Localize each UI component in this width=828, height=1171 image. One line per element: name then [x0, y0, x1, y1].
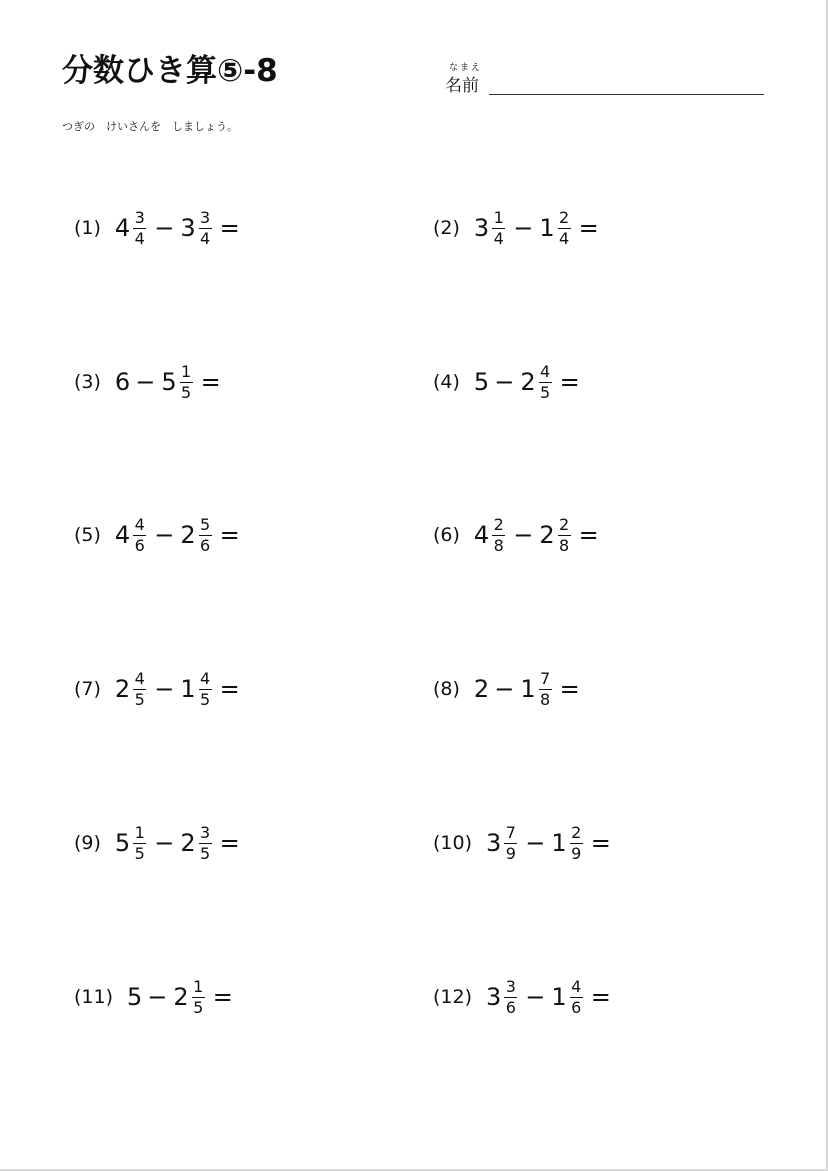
problem-expression — [473, 668, 580, 709]
problem-item — [74, 513, 240, 557]
numerator: 1 — [134, 822, 145, 842]
minus-operator: − — [154, 675, 175, 703]
denominator: 4 — [559, 228, 570, 248]
minus-operator: − — [525, 983, 546, 1011]
whole-number: 2 — [180, 829, 196, 857]
problem-expression — [473, 207, 599, 248]
denominator: 5 — [540, 382, 551, 402]
equals-sign: = — [219, 675, 240, 703]
fraction — [199, 668, 212, 709]
minus-operator: − — [494, 368, 515, 396]
numerator: 1 — [181, 361, 192, 381]
fraction — [558, 514, 571, 555]
fraction — [504, 976, 517, 1017]
problem-item — [74, 667, 240, 711]
problem-expression — [114, 514, 240, 555]
whole-number: 5 — [473, 368, 490, 396]
problem-number: (6) — [433, 524, 460, 546]
numerator: 1 — [493, 207, 504, 227]
fraction — [539, 668, 552, 709]
problem-expression — [114, 207, 240, 248]
equals-sign: = — [219, 214, 240, 242]
denominator: 4 — [493, 228, 504, 248]
problem-item — [433, 513, 599, 557]
equals-sign: = — [578, 521, 599, 549]
fraction — [199, 822, 212, 863]
numerator: 4 — [134, 514, 145, 534]
fraction — [539, 361, 552, 402]
problem-item — [74, 360, 221, 404]
name-label: 名前 — [445, 76, 479, 96]
equals-sign: = — [200, 368, 221, 396]
problem-expression — [114, 361, 221, 402]
numerator: 2 — [559, 514, 570, 534]
problem-number: (12) — [433, 986, 473, 1008]
problem-number: (9) — [74, 832, 101, 854]
instruction-text: つぎの けいさんを しましょう。 — [62, 120, 238, 133]
whole-number: 4 — [114, 521, 131, 549]
minus-operator: − — [513, 214, 534, 242]
fraction — [570, 822, 583, 863]
whole-number: 5 — [127, 983, 143, 1011]
whole-number: 2 — [180, 521, 196, 549]
fraction — [133, 822, 146, 863]
fraction — [192, 976, 205, 1017]
equals-sign: = — [219, 829, 240, 857]
whole-number: 1 — [539, 214, 555, 242]
name-field-block — [445, 60, 765, 100]
problem-item — [433, 975, 611, 1019]
denominator: 6 — [505, 997, 516, 1017]
problem-number: (1) — [74, 217, 101, 239]
equals-sign: = — [212, 983, 233, 1011]
numerator: 1 — [193, 976, 204, 996]
denominator: 5 — [200, 843, 211, 863]
fraction — [492, 207, 505, 248]
problem-item — [74, 975, 233, 1019]
whole-number: 1 — [551, 829, 567, 857]
numerator: 2 — [571, 822, 582, 842]
numerator: 4 — [571, 976, 582, 996]
whole-number: 4 — [114, 214, 131, 242]
fraction — [558, 207, 571, 248]
denominator: 9 — [505, 843, 516, 863]
equals-sign: = — [219, 521, 240, 549]
name-write-line[interactable] — [489, 94, 764, 95]
problem-expression — [486, 822, 611, 863]
problem-number: (10) — [433, 832, 473, 854]
problem-number: (5) — [74, 524, 101, 546]
numerator: 3 — [200, 207, 211, 227]
minus-operator: − — [147, 983, 168, 1011]
numerator: 4 — [200, 668, 211, 688]
problem-item — [74, 821, 240, 865]
minus-operator: − — [494, 675, 515, 703]
whole-number: 4 — [473, 521, 490, 549]
denominator: 9 — [571, 843, 582, 863]
problem-item — [433, 667, 580, 711]
problem-expression — [473, 361, 580, 402]
problem-expression — [114, 822, 240, 863]
problem-expression — [127, 976, 233, 1017]
problem-expression — [473, 514, 599, 555]
worksheet-title: 分数ひき算⑤-8 — [62, 53, 278, 89]
numerator: 7 — [505, 822, 516, 842]
fraction — [180, 361, 193, 402]
fraction — [504, 822, 517, 863]
whole-number: 1 — [520, 675, 536, 703]
problem-number: (2) — [433, 217, 460, 239]
fraction — [492, 514, 505, 555]
problem-expression — [486, 976, 611, 1017]
name-ruby: なまえ — [449, 63, 483, 73]
whole-number: 2 — [114, 675, 131, 703]
whole-number: 5 — [161, 368, 177, 396]
fraction — [199, 207, 212, 248]
denominator: 6 — [571, 997, 582, 1017]
problem-number: (7) — [74, 678, 101, 700]
whole-number: 2 — [520, 368, 536, 396]
whole-number: 1 — [180, 675, 196, 703]
whole-number: 2 — [173, 983, 189, 1011]
problem-number: (3) — [74, 371, 101, 393]
numerator: 2 — [559, 207, 570, 227]
denominator: 5 — [134, 689, 145, 709]
denominator: 5 — [181, 382, 192, 402]
problem-item — [433, 360, 580, 404]
denominator: 4 — [134, 228, 145, 248]
numerator: 3 — [200, 822, 211, 842]
problem-number: (8) — [433, 678, 460, 700]
problem-item — [433, 206, 599, 250]
whole-number: 3 — [473, 214, 490, 242]
fraction — [570, 976, 583, 1017]
numerator: 4 — [540, 361, 551, 381]
problem-number: (11) — [74, 986, 114, 1008]
fraction — [133, 514, 146, 555]
equals-sign: = — [578, 214, 599, 242]
fraction — [133, 668, 146, 709]
problem-item — [74, 206, 240, 250]
fraction — [133, 207, 146, 248]
minus-operator: − — [154, 214, 175, 242]
denominator: 5 — [134, 843, 145, 863]
equals-sign: = — [559, 368, 580, 396]
numerator: 3 — [134, 207, 145, 227]
whole-number: 1 — [551, 983, 567, 1011]
problem-item — [433, 821, 611, 865]
equals-sign: = — [559, 675, 580, 703]
denominator: 6 — [200, 535, 211, 555]
minus-operator: − — [154, 829, 175, 857]
problem-expression — [114, 668, 240, 709]
minus-operator: − — [525, 829, 546, 857]
minus-operator: − — [154, 521, 175, 549]
denominator: 4 — [200, 228, 211, 248]
problem-number: (4) — [433, 371, 460, 393]
minus-operator: − — [135, 368, 156, 396]
denominator: 8 — [493, 535, 504, 555]
denominator: 6 — [134, 535, 145, 555]
fraction — [199, 514, 212, 555]
denominator: 8 — [540, 689, 551, 709]
equals-sign: = — [590, 829, 611, 857]
numerator: 2 — [493, 514, 504, 534]
numerator: 7 — [540, 668, 551, 688]
whole-number: 2 — [473, 675, 490, 703]
numerator: 4 — [134, 668, 145, 688]
whole-number: 3 — [180, 214, 196, 242]
whole-number: 3 — [486, 983, 502, 1011]
numerator: 3 — [505, 976, 516, 996]
minus-operator: − — [513, 521, 534, 549]
equals-sign: = — [590, 983, 611, 1011]
whole-number: 6 — [114, 368, 131, 396]
whole-number: 3 — [486, 829, 502, 857]
whole-number: 2 — [539, 521, 555, 549]
denominator: 8 — [559, 535, 570, 555]
denominator: 5 — [193, 997, 204, 1017]
denominator: 5 — [200, 689, 211, 709]
numerator: 5 — [200, 514, 211, 534]
whole-number: 5 — [114, 829, 131, 857]
